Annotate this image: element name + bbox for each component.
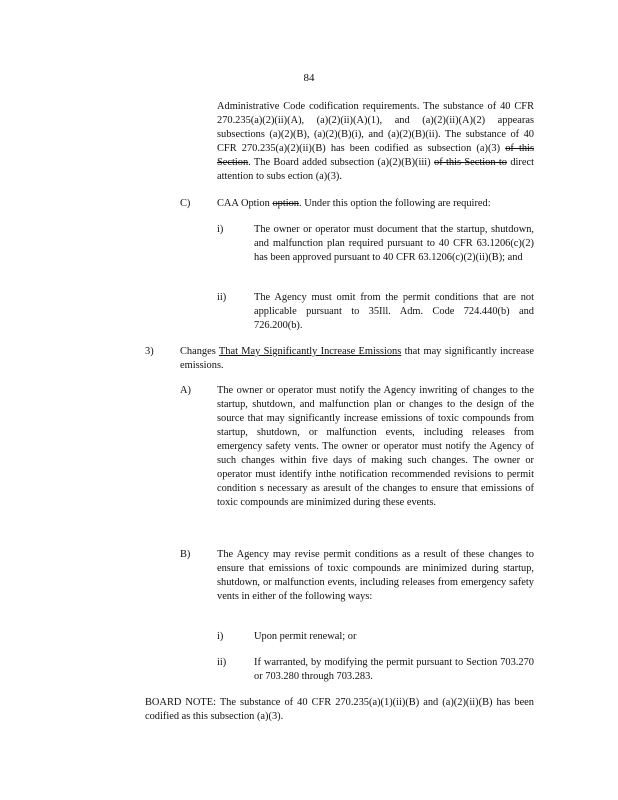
item-3-b-text: The Agency may revise permit conditions as a result of these changes to ensure that emissions of toxic compounds are minimized during startup, shutdown, or malfunction events, including releases from emergency safety vents in either of the following ways: xyxy=(217,549,534,602)
item-3-b-ii-text: If warranted, by modifying the permit pursuant to Section 703.270 or 703.280 through 703.283. xyxy=(254,657,534,682)
item-c-ii-text: The Agency must omit from the permit conditions that are not applicable pursuant to 35Ill. Adm. Code 724.440(b) and 726.200(b). xyxy=(254,292,534,331)
item-3-b-ii-label: ii) xyxy=(217,657,227,668)
intro-struck-text-1: of this Section xyxy=(217,143,534,168)
item-3-text-1: Changes xyxy=(180,346,219,357)
item-c-i-text: The owner or operator must document that the startup, shutdown, and malfunction plan required pursuant to 40 CFR 63.1206(c)(2) has been approved pursuant to 40 CFR 63.1206(c)(2)(ii)(B); and xyxy=(254,224,534,263)
page-number: 84 xyxy=(303,72,315,84)
intro-paragraph xyxy=(217,100,534,184)
item-c-text-2: . Under this option the following are required: xyxy=(299,198,491,209)
item-3-b-i-label: i) xyxy=(217,631,224,642)
item-3-text xyxy=(180,345,534,373)
item-3-b-i-text: Upon permit renewal; or xyxy=(254,631,357,642)
intro-text-1: Administrative Code codification requirements. The substance of 40 CFR 270.235(a)(2)(ii)(A), (a)(2)(ii)(A)(1), and (a)(2)(ii)(A)(2) appearas subsections (a)(2)(B), (a)(2)(B)(i), and (a)(2)(B)(ii). The substance of 40 CFR 270.235(a)(2)(ii)(B) has been codified as subsection (a)(3) xyxy=(217,101,534,154)
item-c-i-label: i) xyxy=(217,224,224,235)
item-3-b-label: B) xyxy=(180,549,191,560)
item-3-underlined-text: That May Significantly Increase Emissions xyxy=(218,346,402,357)
item-c-struck-text: option xyxy=(272,198,299,209)
item-3-a-text: The owner or operator must notify the Agency inwriting of changes to the startup, shutdown, and malfunction plan or changes to the design of the source that may significantly increase emissions of toxic compounds from startup, shutdown, or malfunction events, including releases from emergency safety vents. The owner or operator must notify the Agency of such changes within five days of making such changes. The owner or operator must identify inthe notification recommended revisions to permit condition s necessary as aresult of the changes to ensure that emissions of toxic compounds are minimized during these events. xyxy=(217,385,534,508)
intro-text-3: direct attention to subs ection (a)(3). xyxy=(217,157,534,182)
board-note: BOARD NOTE: The substance of 40 CFR 270.235(a)(1)(ii)(B) and (a)(2)(ii)(B) has been codified as this subsection (a)(3). xyxy=(145,697,534,722)
item-c-label: C) xyxy=(180,198,191,209)
intro-struck-text-2: of this Section to xyxy=(434,157,507,168)
item-c-text-1: CAA Option xyxy=(217,198,273,209)
intro-text-2: . The Board added subsection (a)(2)(B)(iii) xyxy=(248,157,434,168)
item-3-a-label: A) xyxy=(180,385,191,396)
item-c-ii-label: ii) xyxy=(217,292,227,303)
item-3-text-2: that may significantly increase emissions. xyxy=(180,346,534,371)
item-3-label: 3) xyxy=(145,346,154,357)
item-c-text xyxy=(217,197,534,211)
